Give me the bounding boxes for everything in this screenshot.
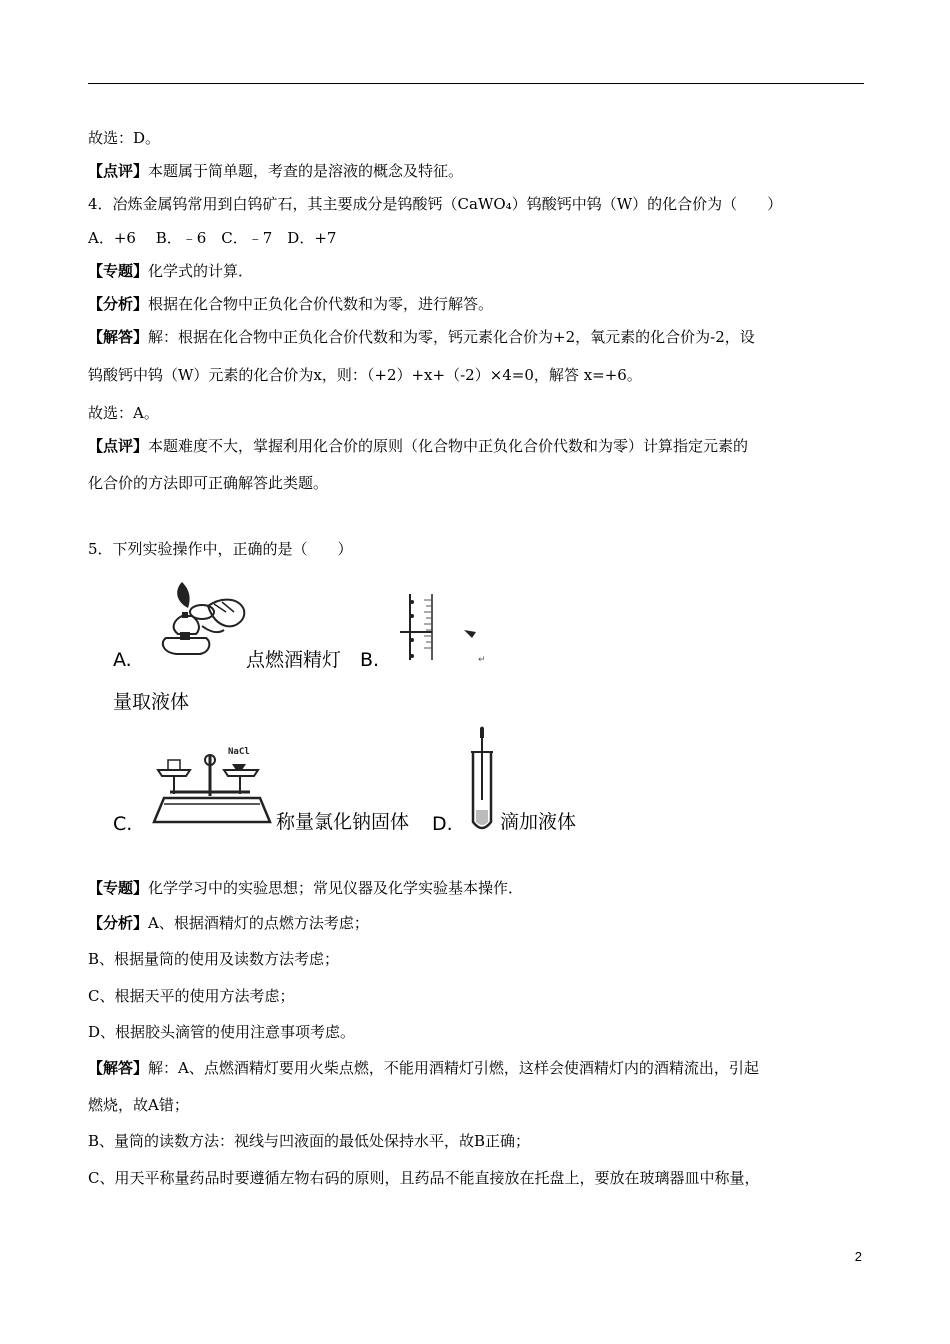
q5-solution-a2: 燃烧，故A错； [88,1096,189,1114]
q4-review-line2: 化合价的方法即可正确解答此类题。 [88,474,329,492]
review-text: 本题难度不大，掌握利用化合价的原则（化合物中正负化合价代数和为零）计算指定元素的 [148,437,749,455]
q5-analysis-d: D、根据胶头滴管的使用注意事项考虑。 [88,1023,356,1041]
option-c-letter: C. [113,813,133,835]
analysis-text: A、根据酒精灯的点燃方法考虑； [148,914,369,932]
q4-topic [88,261,253,281]
q4-review-line1 [88,436,748,456]
review-text: 本题属于简单题，考查的是溶液的概念及特征。 [148,162,464,180]
option-d-letter: D. [432,813,453,835]
q3-answer: 故选：D。 [88,129,161,147]
q5-solution-b: B、量筒的读数方法：视线与凹液面的最低处保持水平，故B正确； [88,1132,531,1150]
topic-text: 化学学习中的实验思想；常见仪器及化学实验基本操作． [148,879,524,897]
option-b-text: 量取液体 [113,691,190,713]
alcohol-lamp-illustration [152,576,252,660]
option-d-text: 滴加液体 [500,811,577,833]
balance-label: NaCl [228,747,250,757]
q5-solution-c: C、用天平称量药品时要遵循左物右码的原则，且药品不能直接放在托盘上，要放在玻璃器皿中称量， [88,1169,760,1187]
q4-answer: 故选：A。 [88,404,159,422]
topic-text: 化学式的计算． [148,262,254,280]
topic-tag: 【专题】 [88,879,149,897]
solution-text: 解：根据在化合物中正负化合价代数和为零，钙元素化合价为+2，氧元素的化合价为-2，设 [148,328,755,346]
analysis-tag: 【分析】 [88,914,149,932]
q5-analysis-b: B、根据量筒的使用及读数方法考虑； [88,950,340,968]
dropper-test-tube-illustration [467,726,497,836]
q4-stem: 4．冶炼金属钨常用到白钨矿石，其主要成分是钨酸钙（CaWO₄）钨酸钙中钨（W）的化合价为（ ） [88,195,783,213]
analysis-tag: 【分析】 [88,295,149,313]
q4-options: A．+6 B．﹣6 C．﹣7 D．+7 [88,229,337,247]
q5-stem: 5．下列实验操作中，正确的是（ ） [88,540,353,558]
review-tag: 【点评】 [88,162,149,180]
review-tag: 【点评】 [88,437,149,455]
header-rule [88,83,864,84]
option-b-letter: B. [360,649,380,671]
analysis-text: 根据在化合物中正负化合价代数和为零，进行解答。 [148,295,494,313]
q5-analysis-a [88,913,369,933]
q4-analysis [88,294,493,314]
option-a-text: 点燃酒精灯 [246,649,342,671]
option-c-text: 称量氯化钠固体 [276,811,410,833]
q4-solution-line2: 钨酸钙中钨（W）元素的化合价为x，则：（+2）+x+（-2）×4=0，解答 x=+6。 [88,366,642,384]
q3-review [88,161,463,181]
svg-text:↵: ↵ [478,655,486,665]
option-a-letter: A. [113,649,132,671]
topic-tag: 【专题】 [88,262,149,280]
q5-topic [88,878,523,898]
q5-analysis-c: C、根据天平的使用方法考虑； [88,987,295,1005]
page-number: 2 [854,1249,862,1264]
solution-tag: 【解答】 [88,1059,149,1077]
solution-text: 解：A、点燃酒精灯要用火柴点燃，不能用酒精灯引燃，这样会使酒精灯内的酒精流出，引起 [148,1059,759,1077]
q5-solution-a1 [88,1058,759,1078]
graduated-cylinder-illustration [392,592,484,664]
balance-illustration [150,742,274,824]
q4-solution-line1 [88,327,755,347]
solution-tag: 【解答】 [88,328,149,346]
